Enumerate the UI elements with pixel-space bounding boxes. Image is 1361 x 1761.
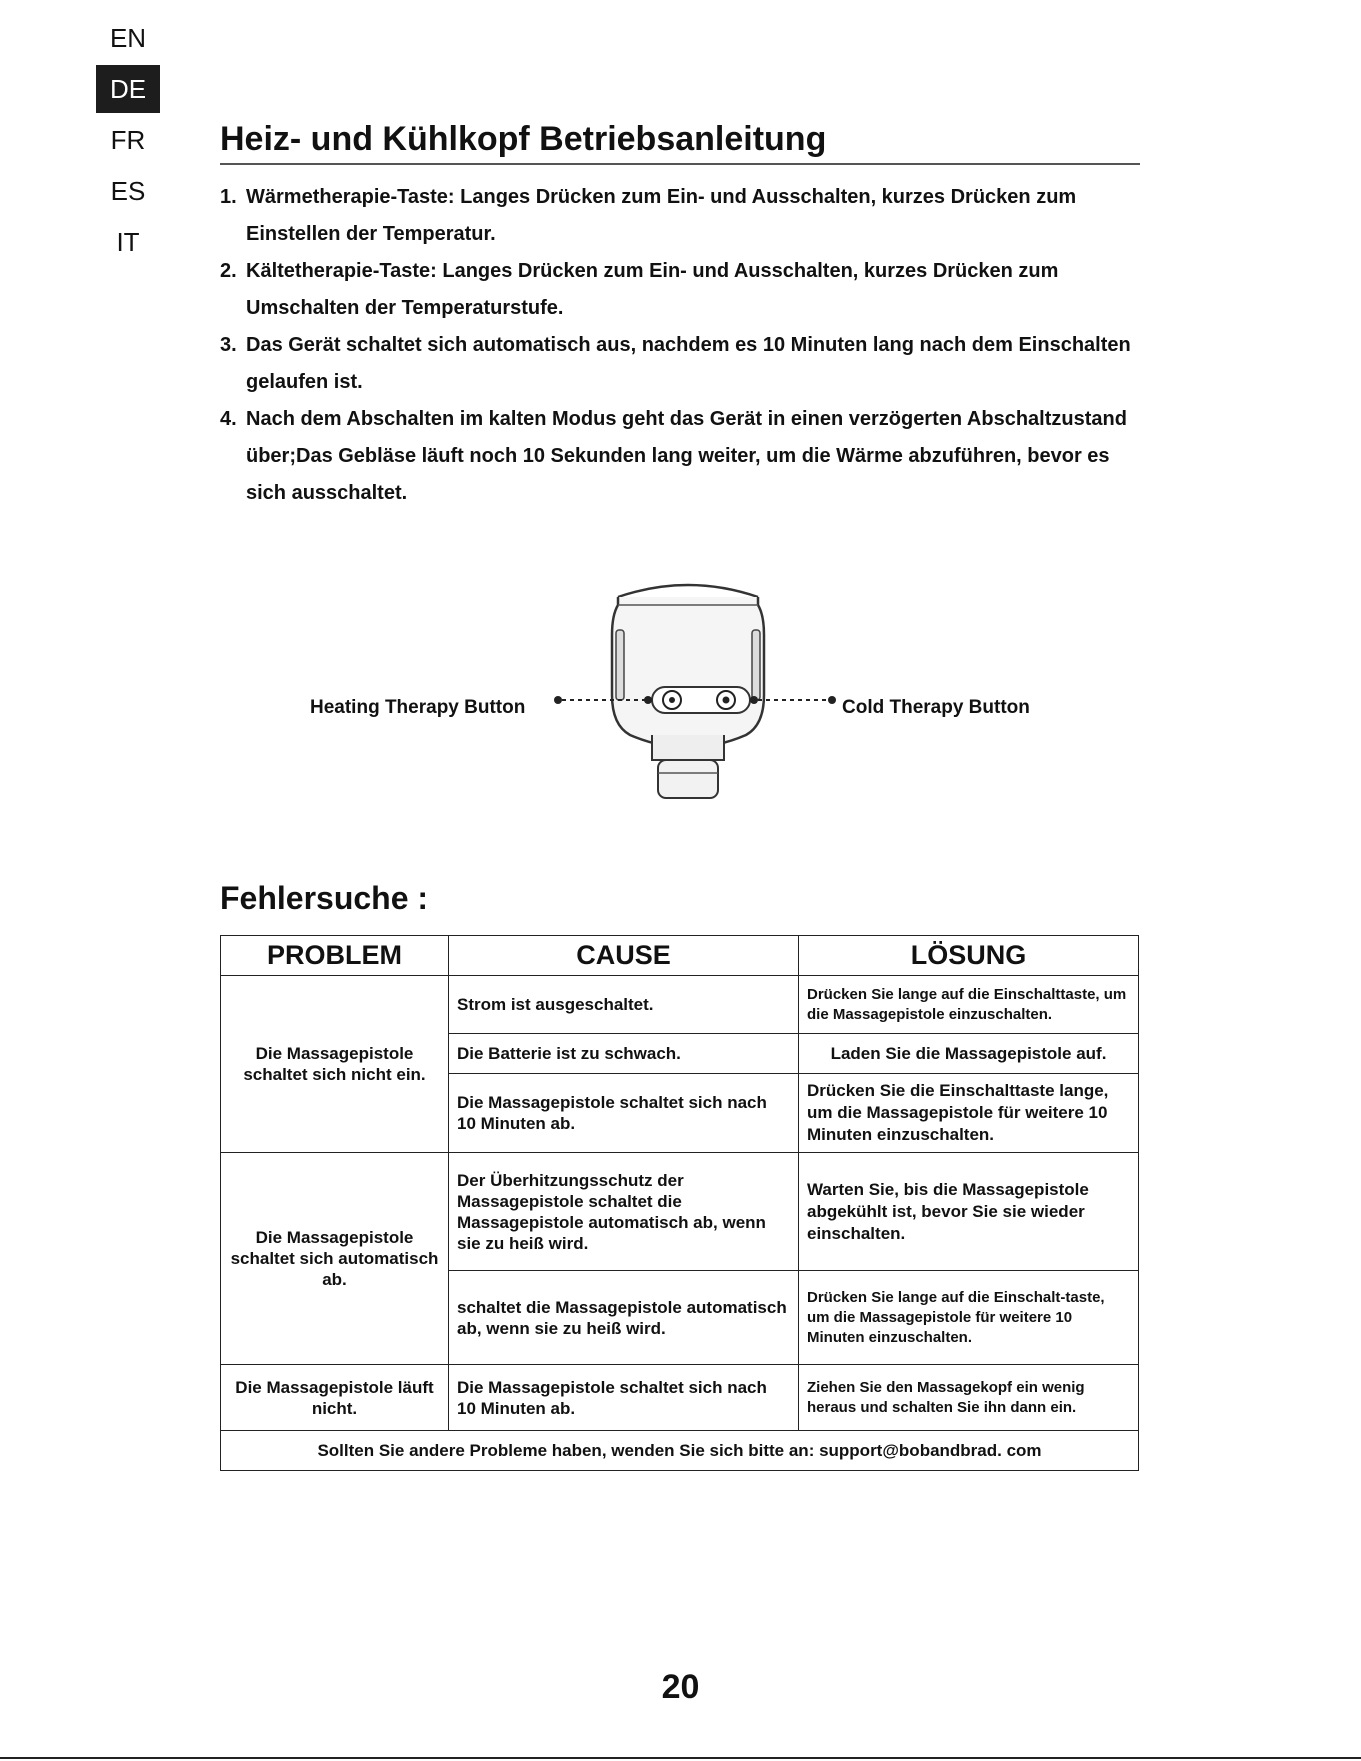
problem-cell: Die Massagepistole schaltet sich nicht ein.: [221, 976, 449, 1153]
problem-cell: Die Massagepistole schaltet sich automatisch ab.: [221, 1153, 449, 1365]
page-title: Heiz- und Kühlkopf Betriebsanleitung: [220, 120, 1140, 165]
cause-cell: Der Überhitzungsschutz der Massagepistole schaltet die Massagepistole automatisch ab, wenn sie zu heiß wird.: [449, 1153, 799, 1271]
solution-cell: Drücken Sie lange auf die Einschalttaste, um die Massagepistole einzuschalten.: [799, 976, 1139, 1034]
troubleshooting-title: Fehlersuche :: [220, 880, 429, 916]
table-row: [221, 976, 1139, 1034]
lang-tab-it[interactable]: IT: [116, 227, 140, 257]
language-tabs: [96, 14, 160, 269]
page-number: 20: [661, 1668, 700, 1706]
support-contact: Sollten Sie andere Probleme haben, wenden Sie sich bitte an: support@bobandbrad. com: [221, 1431, 1139, 1471]
heating-button-label: Heating Therapy Button: [310, 697, 526, 718]
cause-cell: schaltet die Massagepistole automatisch ab, wenn sie zu heiß wird.: [449, 1271, 799, 1365]
header-solution: LÖSUNG: [799, 936, 1139, 976]
table-footer-row: [221, 1431, 1139, 1471]
step-text: Nach dem Abschalten im kalten Modus geht das Gerät in einen verzögerten Abschaltzustand über;Das Gebläse läuft noch 10 Sekunden lang weiter, um die Wärme abzuführen, bevor es sich ausschaltet.: [246, 408, 1127, 504]
troubleshooting-table: [220, 935, 1139, 1471]
solution-cell: Drücken Sie die Einschalttaste lange, um die Massagepistole für weitere 10 Minuten einzuschalten.: [799, 1074, 1139, 1153]
cause-cell: Die Batterie ist zu schwach.: [449, 1034, 799, 1074]
instruction-item: [220, 179, 1140, 253]
step-text: Das Gerät schaltet sich automatisch aus, nachdem es 10 Minuten lang nach dem Einschalten gelaufen ist.: [246, 334, 1131, 393]
problem-cell: Die Massagepistole läuft nicht.: [221, 1365, 449, 1431]
solution-cell: Laden Sie die Massagepistole auf.: [799, 1034, 1139, 1074]
lang-tab-fr[interactable]: FR: [110, 125, 146, 155]
table-header-row: [221, 936, 1139, 976]
instructions-section: [220, 120, 1140, 512]
solution-cell: Ziehen Sie den Massagekopf ein wenig heraus und schalten Sie ihn dann ein.: [799, 1365, 1139, 1431]
cause-cell: Die Massagepistole schaltet sich nach 10 Minuten ab.: [449, 1074, 799, 1153]
lang-tab-de[interactable]: DE: [96, 65, 160, 113]
step-text: Kältetherapie-Taste: Langes Drücken zum Ein- und Ausschalten, kurzes Drücken zum Umschalten der Temperaturstufe.: [246, 260, 1059, 319]
instruction-item: [220, 253, 1140, 327]
cause-cell: Strom ist ausgeschaltet.: [449, 976, 799, 1034]
device-illustration: [300, 575, 1080, 835]
page-divider: [0, 1757, 1361, 1759]
step-number: 3.: [220, 334, 237, 356]
table-row: [221, 1153, 1139, 1271]
solution-cell: Drücken Sie lange auf die Einschalt-taste, um die Massagepistole für weitere 10 Minuten einzuschalten.: [799, 1271, 1139, 1365]
lang-tab-en[interactable]: EN: [109, 23, 147, 53]
step-number: 4.: [220, 408, 237, 430]
instruction-item: [220, 401, 1140, 512]
lang-tab-es[interactable]: ES: [110, 176, 146, 206]
instruction-item: [220, 327, 1140, 401]
step-number: 2.: [220, 260, 237, 282]
header-cause: CAUSE: [449, 936, 799, 976]
step-text: Wärmetherapie-Taste: Langes Drücken zum Ein- und Ausschalten, kurzes Drücken zum Einstellen der Temperatur.: [246, 186, 1077, 245]
instruction-list: [220, 179, 1140, 512]
header-problem: PROBLEM: [221, 936, 449, 976]
step-number: 1.: [220, 186, 237, 208]
cause-cell: Die Massagepistole schaltet sich nach 10 Minuten ab.: [449, 1365, 799, 1431]
solution-cell: Warten Sie, bis die Massagepistole abgekühlt ist, bevor Sie sie wieder einschalten.: [799, 1153, 1139, 1271]
cold-button-label: Cold Therapy Button: [842, 697, 1030, 718]
table-row: [221, 1365, 1139, 1431]
